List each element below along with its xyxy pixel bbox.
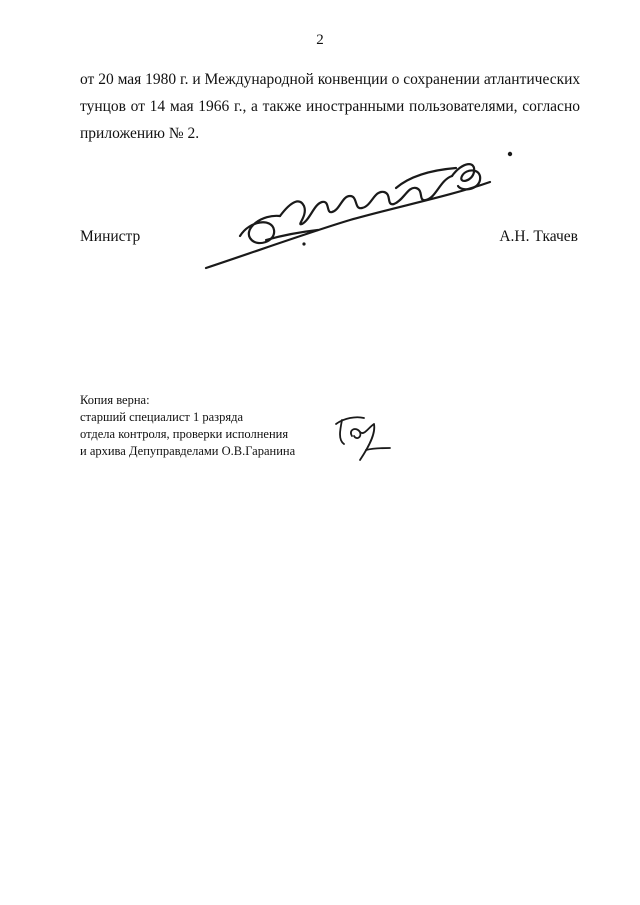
copy-certification xyxy=(80,392,295,460)
signatory-title: Министр xyxy=(80,228,141,245)
clerk-signature xyxy=(330,410,400,468)
copy-line: и архива Депуправделами О.В.Гаранина xyxy=(80,444,296,458)
minister-signature xyxy=(200,140,530,280)
body-line: тунцов от 14 мая 1966 г., а также иностранными пользователями, согласно xyxy=(80,98,580,115)
body-line: приложению № 2. xyxy=(80,125,200,142)
page-number: 2 xyxy=(316,32,324,48)
copy-line: старший специалист 1 разряда xyxy=(80,410,243,424)
body-line: от 20 мая 1980 г. и Международной конвенции о сохранении атлантических xyxy=(80,71,581,88)
signatory-name: А.Н. Ткачев xyxy=(499,228,578,245)
body-paragraph xyxy=(80,66,580,147)
copy-line: отдела контроля, проверки исполнения xyxy=(80,427,289,441)
copy-line: Копия верна: xyxy=(80,393,150,407)
